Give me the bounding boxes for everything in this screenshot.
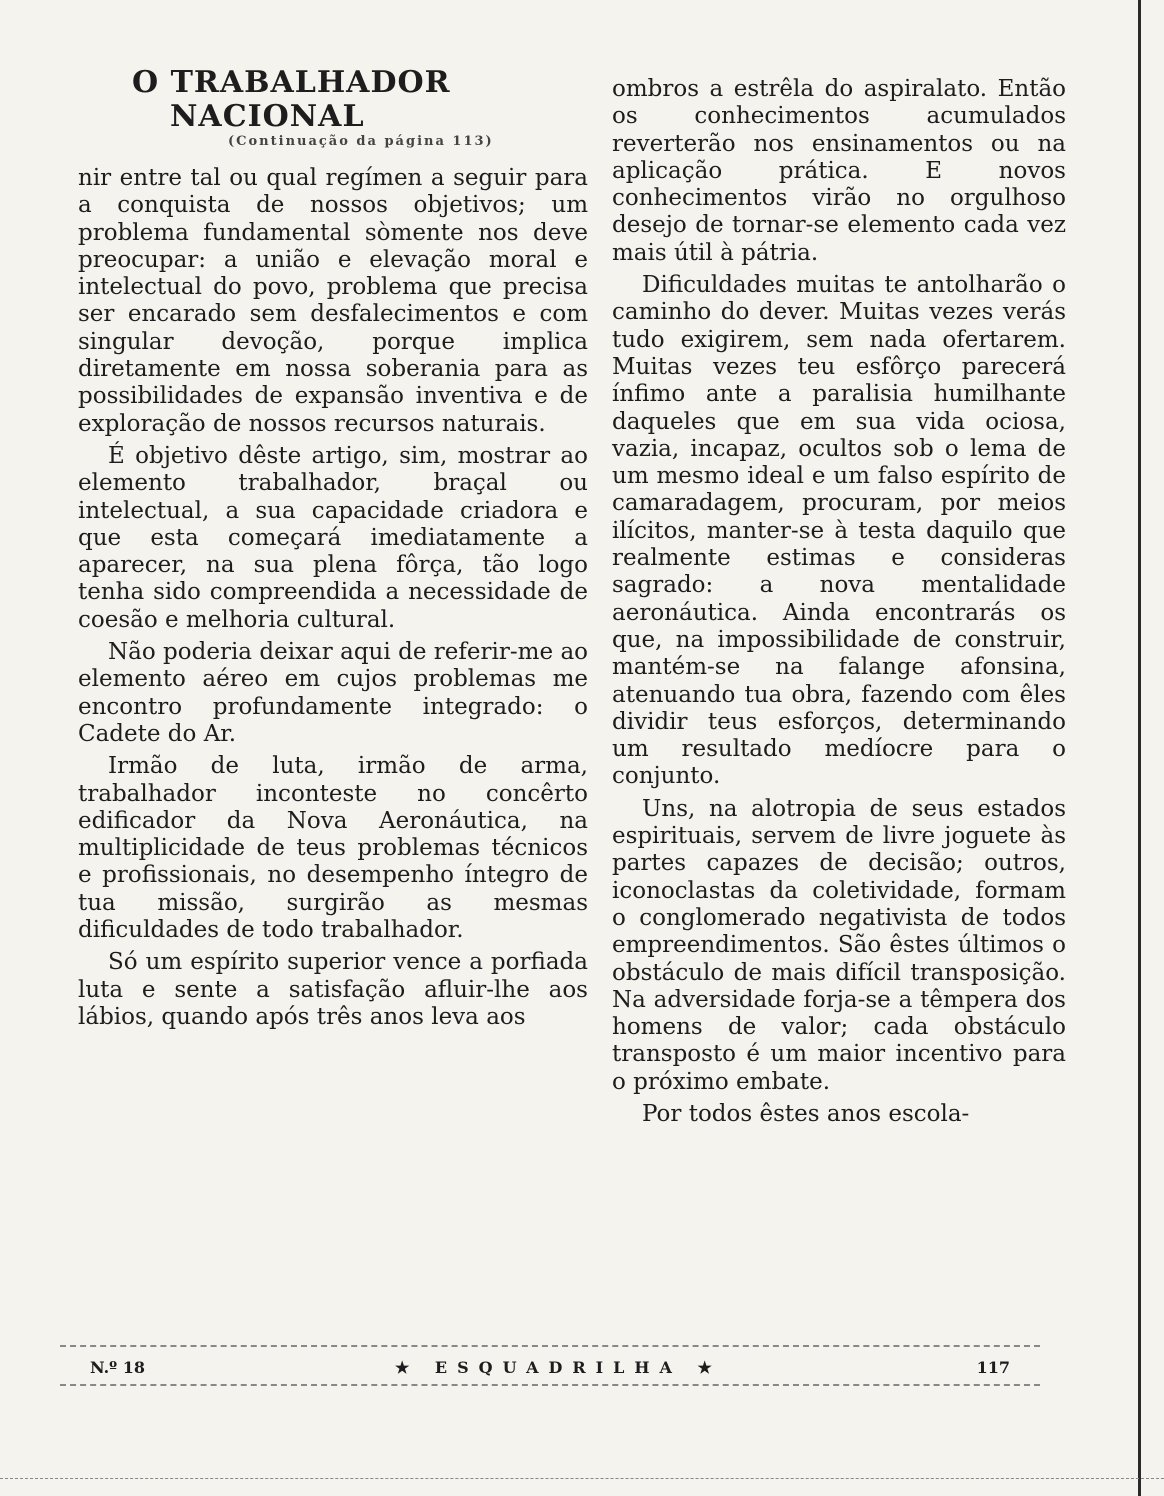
footer-rule-top [60, 1345, 1040, 1347]
page-footer [60, 1352, 1040, 1382]
paragraph: ombros a estrêla do aspiralato. Então os conhecimentos acumulados reverterão nos ensinamentos ou na aplicação prática. E novos conhecimentos virão no orgulhoso desejo de tornar-se elemento cada vez mais útil à pátria. [612, 76, 1066, 266]
paragraph: Por todos êstes anos escola- [642, 1100, 970, 1127]
article-title-line2: NACIONAL [170, 99, 365, 134]
text-column-right [612, 76, 1066, 1128]
paragraph: Irmão de luta, irmão de arma, trabalhador inconteste no concêrto edificador da Nova Aeronáutica, na multiplicidade de teus problemas técnicos e profissionais, no desempenho íntegro de tua missão, surgirão as mesmas dificuldades de todo trabalhador. [78, 753, 588, 944]
page-number: 117 [976, 1358, 1010, 1377]
continuation-note: (Continuação da página 113) [228, 134, 494, 149]
article-title-line1: O TRABALHADOR [132, 65, 451, 100]
article-title [132, 66, 451, 134]
paragraph: Dificuldades muitas te antolharão o caminho do dever. Muitas vezes verás tudo exigirem, sem nada ofertarem. Muitas vezes teu esfôrço parecerá ínfimo ante a paralisia humilhante daqueles que em sua vida ociosa, vazia, incapaz, ocultos sob o lema de um mesmo ideal e um falso espírito de camaradagem, procuram, por meios ilícitos, manter-se à testa daquilo que realmente estimas e consideras sagrado: a nova mentalidade aeronáutica. Ainda encontrarás os que, na impossibilidade de construir, mantém-se na falange afonsina, atenuando tua obra, fazendo com êles dividir teus esforços, determinando um resultado medíocre para o conjunto. [612, 272, 1066, 790]
paragraph: É objetivo dêste artigo, sim, mostrar ao elemento trabalhador, braçal ou intelectual, a sua capacidade criadora e que esta começará imediatamente a aparecer, na sua plena fôrça, tão logo tenha sido compreendida a necessidade de coesão e melhoria cultural. [78, 442, 588, 633]
magazine-name: ★ ESQUADRILHA ★ [395, 1358, 722, 1377]
paragraph: nir entre tal ou qual regímen a seguir para a conquista de nossos objetivos; um problema fundamental sòmente nos deve preocupar: a união e elevação moral e intelectual do povo, problema que precisa ser encarado sem desfalecimentos e com singular devoção, porque implica diretamente em nossa soberania para as possibilidades de expansão inventiva e de exploração de nossos recursos naturais. [78, 165, 588, 437]
text-column-left [78, 165, 588, 1031]
issue-number: N.º 18 [90, 1358, 146, 1377]
footer-rule-bottom [60, 1384, 1040, 1386]
paragraph: Não poderia deixar aqui de referir-me ao elemento aéreo em cujos problemas me encontro profundamente integrado: o Cadete do Ar. [78, 639, 588, 747]
page-bottom-rule [0, 1478, 1164, 1479]
paragraph: Só um espírito superior vence a porfiada luta e sente a satisfação afluir-lhe aos lábios, quando após três anos leva aos [78, 949, 588, 1030]
paragraph: Uns, na alotropia de seus estados espirituais, servem de livre joguete às partes capazes de decisão; outros, iconoclastas da coletividade, formam o conglomerado negativista de todos empreendimentos. São êstes últimos o obstáculo de mais difícil transposição. Na adversidade forja-se a têmpera dos homens de valor; cada obstáculo transposto é um maior incentivo para o próximo embate. [612, 795, 1066, 1095]
page-edge-line [1138, 0, 1141, 1496]
